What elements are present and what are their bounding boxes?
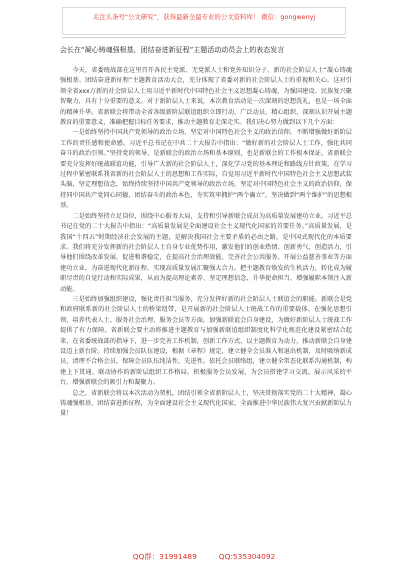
header-divider [62, 37, 346, 38]
promo-banner-line: 关注头条号“公文研究”，获得最新全最专业的公文资料库！ 微信：gongwenyj [92, 13, 316, 21]
page-footer [0, 552, 408, 562]
paragraph: 二是始终坚持立足岗位，围绕中心服务大局，支持和引导新联会成员为高质量发展建功立业。习近平总书记在党的二十大报告中指出：“高质量发展是全面建设社会主义现代化国家的首要任务。”高质量发展，是我国“十四五”时期经济社会发展的主题，是解决我国社会主要矛盾的必由之路，是中国式现代化的本质要求。我们将充分发挥新的社会阶层人士自身专业优势作用，激发他们的创业热情、创新勇气、创造活力，引导他们围绕改革发展、促进和谐稳定，在提高社会治理效能、完善社会公共服务、开展公益慈善事业等方面建功立业，为奋进现代化新征程、实现高质量发展汇聚强大合力。把主题教育焕发的生机活力，转化成为履职尽责的自觉行动和实际成果，从而为提高理论素养、坚定理想信念、升华使命担当、增强履职本领注入新动能。 [60, 212, 352, 293]
paragraph: 今天，省委统战部在这里召开各民主党派、无党派人士和党外知识分子、新的社会阶层人士“凝心铸魂强根基、团结奋进新征程”主题教育活动大会，充分体现了省委对新的社会阶层人士的重视和关心。这对引领全省xxx万新的社会阶层人士用习近平新时代中国特色社会主义思想凝心铸魂，为强国建设、民族复兴聚智聚力，具有十分重要的意义。对于新阶层人士来说，本次教育活动是一次深刻的思想洗礼，也是一场全面的精神升华。省新联会将带动全省各级新阶层联谊组织立即行动，广泛动员、精心组织，深刻认识开展主题教育的重要意义，准确把握目标任务要求，推动主题教育走深走实。我们决心努力做到以下几个方面： [60, 67, 352, 127]
footer-qq-group: QQ群：31991489 [132, 552, 197, 561]
document-title: 会长在“凝心铸魂强根基，团结奋进新征程”主题活动动员会上的表态发言 [60, 46, 285, 54]
footer-qq: QQ:535304092 [218, 552, 276, 561]
document-body [60, 66, 352, 536]
paragraph: 总之，省新联会将以本次活动为契机，团结引领全省新阶层人士，坚决贯彻落实党的二十大精神，凝心铸魂强根基，团结奋进新征程，为全面建设社会主义现代化国家、全面推进中华民族伟大复兴贡献新阶层力量！ [60, 389, 352, 418]
paragraph: 三是始终加强组织建设，强化责任担当服务，充分发挥好新的社会阶层人士联谊会的职能。新联会是党和政府联系新的社会阶层人士的桥梁纽带，是开展新的社会阶层人士统战工作的重要载体。在强化思想引领、培养代表人士、服务社会治理、服务会员等方面，加强新联谊会自身建设，为做好新阶层人士统战工作提供了有力保障。省新联会要主动将推进主题教育与加强新联谊组织制度化科学化规范化建设紧密结合起来，在省委统战部的指导下，进一步完善工作机制，创新工作方式，以主题教育为动力，推动新联会自身建设迈上新台阶。持续加强会员队伍建设，根据《章程》规定，建立健全会员准入和退出机制，及时吸纳新成员，清理不合格会员，保障会员队伍纯洁性、先进性。依托会员联络组，建立健全常态化联系沟通机制，构建上下贯通、联动协作的新阶层组织工作格局。积极服务会员发展，为会员搭建学习交流、展示风采的平台，增强新联会的吸引力和凝聚力。 [60, 295, 352, 387]
paragraph: 一是始终坚持中国共产党领导的政治立场，坚定对中国特色社会主义的政治信仰，不断增强做好新阶层工作的责任感和使命感。习近平总书记在中共二十大报告中指出：“做好新的社会阶层人士工作，强化共同奋斗的政治引领。”坚持党的领导，是新联会的政治立场和基本原则，也是新联会的工作根本保证。省新联会要充分发挥好统战联谊功能，引导广大新的社会阶层人士，深化学习党的基本理论和路线方针政策，在学习过程中紧密联系我省新的社会阶层人士的思想和工作实际，自觉用习近平新时代中国特色社会主义思想武装头脑，坚定理想信念，始终持续坚持中国共产党领导的政治立场，坚定对中国特色社会主义的政治信仰，保持同中国共产党同心同德、团结奋斗的政治本色，夯实筑牢拥护“两个确立”，坚决做到“两个维护”的思想根基。 [60, 129, 352, 210]
promo-banner [62, 7, 346, 35]
